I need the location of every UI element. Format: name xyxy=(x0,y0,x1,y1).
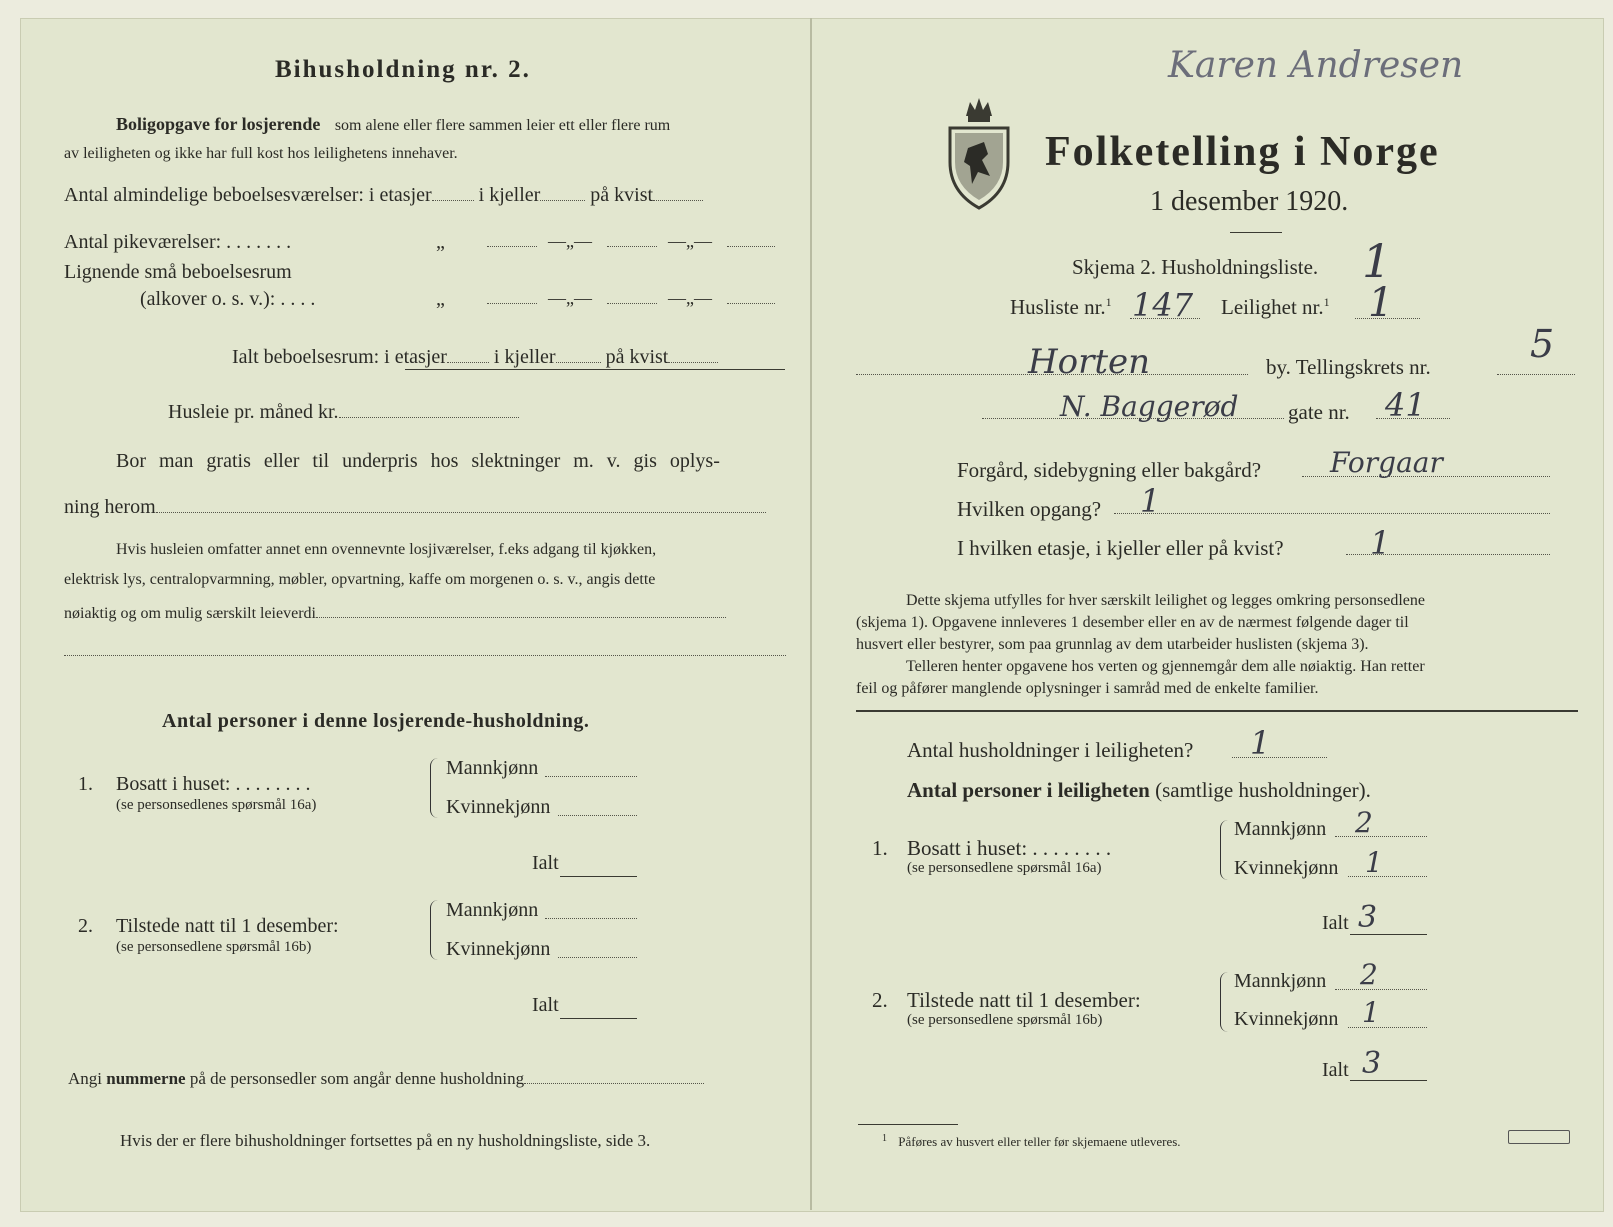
right-item1-kvinne-label: Kvinnekjønn xyxy=(1234,857,1339,879)
left-item1-kvinne-field[interactable] xyxy=(558,815,637,816)
left-footer: Hvis der er flere bihusholdninger fortsettes på en ny husholdningsliste, side 3. xyxy=(120,1131,651,1150)
leilighet-value: 1 xyxy=(1368,280,1394,326)
right-item2-ialt-label: Ialt xyxy=(1322,1059,1349,1081)
left-item1-num: 1. xyxy=(78,773,93,795)
left-item2-ialt-field[interactable] xyxy=(560,1018,637,1019)
forgaard-value: Forgaar xyxy=(1330,446,1443,479)
coat-of-arms-icon xyxy=(944,88,1014,210)
left-separator-line xyxy=(64,655,786,656)
husleie-row: Husleie pr. måned kr. xyxy=(168,401,519,424)
right-item1-mann-field[interactable] xyxy=(1335,836,1427,837)
leieverdi-field[interactable] xyxy=(316,617,726,618)
pike-ditto: „ xyxy=(436,231,445,253)
gate-nr-value: 41 xyxy=(1385,386,1426,424)
note-line1: Dette skjema utfylles for hver særskilt leilighet og legges omkring personsedlene xyxy=(906,592,1425,609)
opgang-field[interactable] xyxy=(1114,513,1550,514)
skjema-label: Skjema 2. Husholdningsliste. xyxy=(1072,255,1319,279)
lignende-ditto-dash-2: —„— xyxy=(668,288,712,308)
left-item2-mann-field[interactable] xyxy=(545,918,637,919)
left-item1-mann-label: Mannkjønn xyxy=(446,757,539,779)
right-item1-sub: (se personsedlene spørsmål 16a) xyxy=(907,860,1102,876)
right-item2-mann-label: Mannkjønn xyxy=(1234,970,1327,992)
pike-ditto-dash-1: —„— xyxy=(548,231,592,251)
husliste-value: 147 xyxy=(1132,286,1194,324)
hush-label: Antal husholdninger i leiligheten? xyxy=(907,738,1194,762)
right-item1-ialt-label: Ialt xyxy=(1322,912,1349,934)
lignende-ditto: „ xyxy=(436,288,445,310)
left-item1-ialt-field[interactable] xyxy=(560,876,637,877)
by-label: by. Tellingskrets nr. xyxy=(1266,355,1431,379)
opgang-label: Hvilken opgang? xyxy=(957,497,1102,521)
right-item1-kvinne-field[interactable] xyxy=(1348,876,1427,877)
ialt-rooms-rule xyxy=(405,369,785,370)
left-intro-line2: av leiligheten og ikke har full kost hos leilighetens innehaver. xyxy=(64,145,458,162)
hush-field[interactable] xyxy=(1232,757,1327,758)
left-item2-ialt-label: Ialt xyxy=(532,994,559,1016)
skjema-handwritten: 1 xyxy=(1362,234,1392,288)
right-item2-num: 2. xyxy=(872,988,888,1012)
left-item1-label: Bosatt i huset: . . . . . . . . xyxy=(116,773,311,795)
right-item2-ialt-value: 3 xyxy=(1362,1046,1382,1081)
note-line3: husvert eller bestyrer, som paa grunnlag av dem utarbeider huslisten (skjema 3). xyxy=(856,636,1369,653)
footnote-row: $^1$ Påføres av husvert eller teller før skjemaene utleveres. xyxy=(882,1133,1181,1150)
right-item1-label: Bosatt i huset: . . . . . . . . xyxy=(907,836,1112,860)
right-item1-ialt-value: 3 xyxy=(1358,900,1378,935)
right-persons-heading: Antal personer i leiligheten (samtlige husholdninger). xyxy=(907,778,1371,802)
left-item2-sub: (se personsedlene spørsmål 16b) xyxy=(116,939,312,955)
rooms-kvist-field[interactable] xyxy=(653,200,703,201)
krets-value: 5 xyxy=(1530,322,1555,366)
lignende-label-1: Lignende små beboelsesrum xyxy=(64,261,292,283)
angi-field[interactable] xyxy=(524,1083,704,1084)
forgaard-label: Forgård, sidebygning eller bakgård? xyxy=(957,458,1262,482)
lignende-kvist-field[interactable] xyxy=(727,303,775,304)
lignende-kjeller-field[interactable] xyxy=(607,303,657,304)
pike-etasjer-field[interactable] xyxy=(487,246,537,247)
left-item1-sub: (se personsedlenes spørsmål 16a) xyxy=(116,797,317,813)
lignende-etasjer-field[interactable] xyxy=(487,303,537,304)
left-item2-kvinne-label: Kvinnekjønn xyxy=(446,938,551,960)
leilighet-label: Leilighet nr.$^1$ xyxy=(1221,295,1330,319)
rooms-kjeller-field[interactable] xyxy=(540,200,585,201)
ialt-etasjer-field[interactable] xyxy=(447,362,489,363)
right-item1-kvinne-value: 1 xyxy=(1365,846,1383,879)
lignende-ditto-dash-1: —„— xyxy=(548,288,592,308)
date-rule xyxy=(1230,232,1282,233)
etasje-value: 1 xyxy=(1370,524,1391,562)
right-item2-brace xyxy=(1220,972,1231,1032)
bor-man-line2: ning herom xyxy=(64,496,766,519)
right-item2-kvinne-label: Kvinnekjønn xyxy=(1234,1008,1339,1030)
note-line4: Telleren henter opgavene hos verten og gjennemgår dem alle nøiaktig. Han retter xyxy=(906,658,1425,675)
hush-value: 1 xyxy=(1250,724,1271,762)
left-item1-mann-field[interactable] xyxy=(545,776,637,777)
right-item1-brace xyxy=(1220,820,1231,880)
etasje-label: I hvilken etasje, i kjeller eller på kvist? xyxy=(957,536,1284,560)
pike-ditto-dash-2: —„— xyxy=(668,231,712,251)
husleie-field[interactable] xyxy=(339,417,519,418)
opgang-value: 1 xyxy=(1140,482,1161,520)
gate-value: N. Baggerød xyxy=(1060,390,1239,423)
right-item1-mann-label: Mannkjønn xyxy=(1234,818,1327,840)
left-item1-kvinne-label: Kvinnekjønn xyxy=(446,796,551,818)
bor-man-line1: Bor man gratis eller til underpris hos slektninger m. v. gis oplys- xyxy=(116,450,720,472)
lignende-label-2: (alkover o. s. v.): . . . . xyxy=(140,288,316,310)
ialt-rooms-row: Ialt beboelsesrum: i etasjer i kjeller på kvist xyxy=(232,346,718,369)
printer-stamp xyxy=(1508,1130,1570,1144)
right-date: 1 desember 1920. xyxy=(1150,186,1349,217)
footnote-rule xyxy=(858,1124,958,1125)
hvis-line1: Hvis husleien omfatter annet enn ovennevnte losjiværelser, f.eks adgang til kjøkken, xyxy=(116,541,657,558)
left-item1-ialt-label: Ialt xyxy=(532,852,559,874)
by-value: Horten xyxy=(1028,342,1151,382)
bor-man-field[interactable] xyxy=(156,512,766,513)
gate-label: gate nr. xyxy=(1288,400,1350,424)
krets-field[interactable] xyxy=(1497,374,1575,375)
angi-row: Angi nummerne på de personsedler som angår denne husholdning xyxy=(68,1069,704,1089)
right-item2-sub: (se personsedlene spørsmål 16b) xyxy=(907,1012,1103,1028)
right-item2-mann-field[interactable] xyxy=(1335,989,1427,990)
husliste-label: Husliste nr.$^1$ xyxy=(1010,295,1112,319)
left-item2-mann-label: Mannkjønn xyxy=(446,899,539,921)
rooms-etasjer-field[interactable] xyxy=(432,200,474,201)
left-title: Bihusholdning nr. 2. xyxy=(275,56,531,83)
right-title: Folketelling i Norge xyxy=(1045,129,1440,175)
note-line5: feil og påfører manglende oplysninger i samråd med de enkelte familier. xyxy=(856,680,1319,697)
ialt-kjeller-field[interactable] xyxy=(556,362,601,363)
right-item1-num: 1. xyxy=(872,836,888,860)
left-intro-line1: Boligopgave for losjerende som alene eller flere sammen leier ett eller flere rum xyxy=(116,114,671,134)
right-item2-kvinne-field[interactable] xyxy=(1348,1027,1427,1028)
left-item2-num: 2. xyxy=(78,915,93,937)
left-item1-brace xyxy=(430,758,441,818)
right-item1-mann-value: 2 xyxy=(1355,806,1373,839)
page-fold xyxy=(810,18,812,1210)
right-separator-line xyxy=(856,710,1578,712)
signature: Karen Andresen xyxy=(1168,45,1464,86)
left-persons-heading: Antal personer i denne losjerende-husholdning. xyxy=(162,710,590,732)
left-item2-brace xyxy=(430,900,441,960)
right-item2-label: Tilstede natt til 1 desember: xyxy=(907,988,1141,1012)
note-line2: (skjema 1). Opgavene innleveres 1 desember eller en av de nærmest følgende dager til xyxy=(856,614,1409,631)
pike-label: Antal pikeværelser: . . . . . . . xyxy=(64,231,292,253)
pike-kjeller-field[interactable] xyxy=(607,246,657,247)
left-item2-label: Tilstede natt til 1 desember: xyxy=(116,915,339,937)
left-item2-kvinne-field[interactable] xyxy=(558,957,637,958)
right-item2-mann-value: 2 xyxy=(1360,958,1378,991)
hvis-line2: elektrisk lys, centralopvarmning, møbler, opvartning, kaffe om morgenen o. s. v., angis dette xyxy=(64,571,656,588)
hvis-line3: nøiaktig og om mulig særskilt leieverdi xyxy=(64,605,726,623)
ialt-kvist-field[interactable] xyxy=(668,362,718,363)
right-item2-kvinne-value: 1 xyxy=(1362,996,1380,1029)
rooms-row: Antal almindelige beboelsesværelser: i etasjer i kjeller på kvist xyxy=(64,184,703,207)
pike-kvist-field[interactable] xyxy=(727,246,775,247)
